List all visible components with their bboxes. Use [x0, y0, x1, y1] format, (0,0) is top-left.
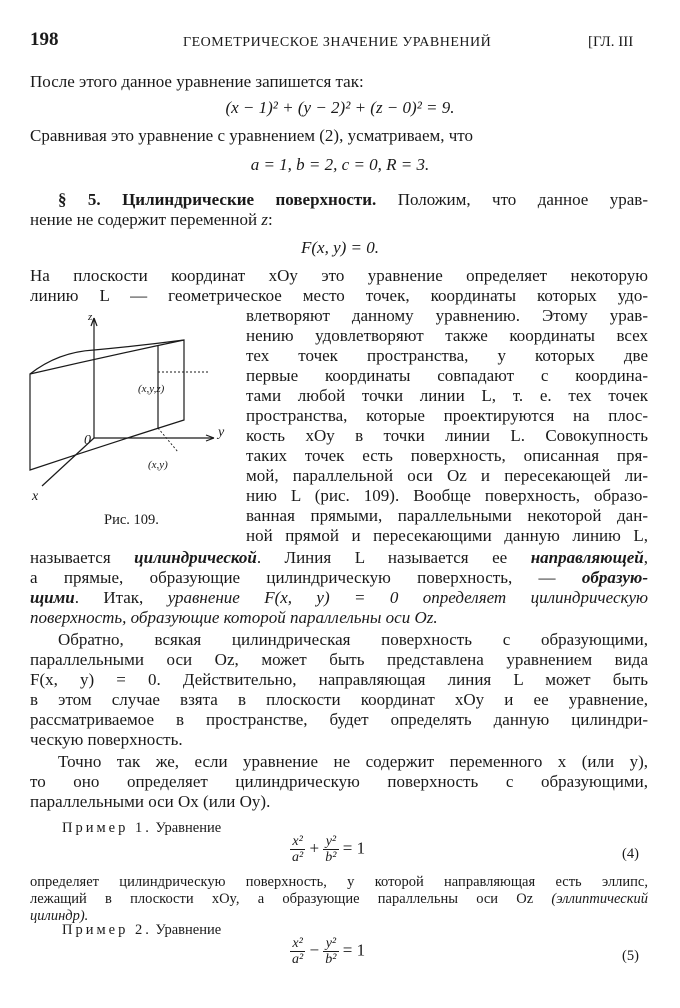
term-elliptic: (эллиптический [551, 891, 648, 907]
wrap-line: пространства, которые проектируются на плос- [246, 406, 648, 425]
point-label-xy: (x,y) [148, 459, 168, 471]
equation-F: F(x, y) = 0. [300, 238, 380, 257]
wrap-line: мой, параллельной оси Oz и пересекающей ли- [246, 466, 648, 485]
denominator: b² [325, 850, 337, 865]
text-span: лежащий в плоскости xOy, а образующие параллельны оси Oz [30, 891, 552, 907]
para3-line: Точно так же, если уравнение не содержит переменного x (или y), [58, 752, 648, 771]
text-span: называется [30, 548, 135, 567]
para2-line: Обратно, всякая цилиндрическая поверхность с образующими, [58, 630, 648, 649]
numerator: y² [323, 834, 338, 850]
wrap-line: кость xOy в точки линии L. Совокупность [246, 426, 648, 445]
chapter-marker: [ГЛ. III [588, 34, 634, 50]
body-line-2: линию L — геометрическое место точек, координаты которых удо- [30, 286, 648, 305]
figure-caption: Рис. 109. [104, 512, 159, 528]
equation-number-4: (4) [622, 846, 639, 862]
operator: + [309, 838, 320, 858]
operator: − [309, 940, 320, 960]
para2-line: параллельными оси Oz, может быть представлена уравнением вида [30, 650, 648, 669]
example-1-label [62, 820, 221, 837]
running-title: ГЕОМЕТРИЧЕСКОЕ ЗНАЧЕНИЕ УРАВНЕНИЙ [183, 35, 492, 50]
example-label: Пример 1. [62, 820, 152, 836]
text-span: . Итак, [74, 588, 168, 607]
fraction [290, 936, 305, 967]
theorem-text: уравнение F(x, y) = 0 определяет цилиндрическую [167, 588, 648, 607]
example-1-line-1: определяет цилиндрическую поверхность, у которой направляющая есть эллипс, [30, 874, 648, 890]
term-cylindrical: цилиндрической [134, 548, 257, 567]
numerator: x² [290, 834, 305, 850]
section-heading-rest: Положим, что данное урав- [397, 190, 648, 209]
axis-label-y: y [218, 425, 225, 440]
wrap-line: нию L (рис. 109). Вообще поверхность, образо- [246, 486, 648, 505]
text-span: а прямые, образующие цилиндрическую поверхность, — [30, 568, 582, 587]
numerator: y² [323, 936, 338, 952]
term-generators-end: щими [30, 588, 75, 607]
example-1-line-3: цилиндр). [30, 908, 89, 924]
denominator: a² [292, 952, 304, 967]
section-colon: : [267, 210, 273, 229]
wrap-line: первые координаты совпадают с координа- [246, 366, 648, 385]
body-line-1: На плоскости координат xOy это уравнение определяет некоторую [30, 266, 648, 285]
example-1-line-2 [30, 891, 648, 908]
example-2-label [62, 922, 221, 939]
numerator: x² [290, 936, 305, 952]
para-after-line-2 [30, 568, 648, 588]
equation-values: a = 1, b = 2, c = 0, R = 3. [250, 155, 430, 174]
text-span: . Линия L называется ее [256, 548, 531, 567]
text-span: , [643, 548, 648, 567]
section-number: § 5. [58, 190, 101, 209]
para-after-line-1 [30, 548, 648, 568]
fraction [290, 834, 305, 865]
fraction [323, 936, 338, 967]
point-label-xyz: (x,y,z) [138, 383, 165, 395]
para-after-line-3 [30, 588, 648, 608]
para2-line: F(x, y) = 0. Действительно, направляющая линия L может быть [30, 670, 648, 689]
example-text: Уравнение [155, 820, 222, 836]
origin-label: 0 [84, 433, 91, 448]
para2-line: рассматриваемое в пространстве, будет определять данную цилиндри- [30, 710, 648, 729]
para2-line: в этом случае взята в плоскости координат xOy и ее уравнение, [30, 690, 648, 709]
para3-line: параллельными оси Ox (или Oy). [30, 792, 271, 811]
intro-line-2: Сравнивая это уравнение с уравнением (2), усматриваем, что [30, 126, 473, 145]
wrap-line: нению удовлетворяют также координаты всех [246, 326, 648, 345]
fraction [323, 834, 338, 865]
para3-line: то оно определяет цилиндрическую поверхность с образующими, [30, 772, 648, 791]
cylinder-figure [28, 312, 240, 512]
section-heading [58, 190, 648, 210]
denominator: a² [292, 850, 304, 865]
rhs: = 1 [342, 838, 366, 858]
wrap-line: таких точек есть поверхность, описанная пря- [246, 446, 648, 465]
wrap-line: ной прямой и пересекающими данную линию L, [246, 526, 648, 545]
section-line-2-text: нение не содержит переменной [30, 210, 262, 229]
section-title: Цилиндрические поверхности. [122, 190, 377, 209]
wrap-line: тех точек пространства, у которых две [246, 346, 648, 365]
equation-5 [290, 936, 365, 967]
term-generators: образую- [581, 568, 648, 587]
section-var-z: z [261, 210, 268, 229]
equation-sphere: (x − 1)² + (y − 2)² + (z − 0)² = 9. [225, 98, 455, 117]
axis-label-x: x [32, 489, 39, 504]
section-line-2 [30, 210, 273, 230]
equation-number-5: (5) [622, 948, 639, 964]
page-number: 198 [30, 29, 59, 50]
example-label: Пример 2. [62, 922, 152, 938]
rhs: = 1 [342, 940, 366, 960]
term-directrix: направляющей [530, 548, 644, 567]
denominator: b² [325, 952, 337, 967]
example-text: Уравнение [155, 922, 222, 938]
para-after-line-4: поверхность, образующие которой параллельны оси Oz. [30, 608, 438, 627]
axis-label-z: z [88, 312, 93, 323]
para2-line: ческую поверхность. [30, 730, 183, 749]
intro-line-1: После этого данное уравнение запишется так: [30, 72, 364, 91]
equation-4 [290, 834, 365, 865]
wrap-line: ванная прямыми, параллельными некоторой дан- [246, 506, 648, 525]
wrap-line: влетворяют данному уравнению. Этому урав- [246, 306, 648, 325]
wrap-line: тами любой точки линии L, т. е. тех точек [246, 386, 648, 405]
